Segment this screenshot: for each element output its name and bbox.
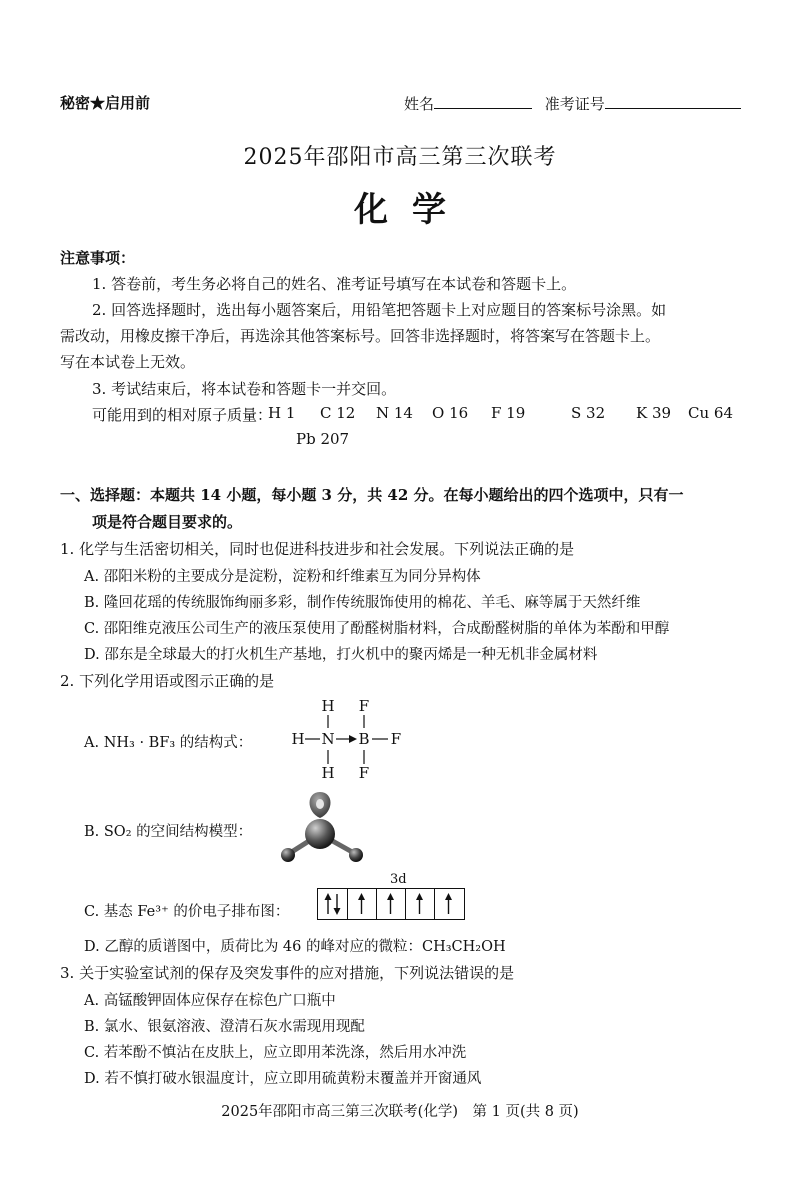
orbital-cell-4 (405, 889, 435, 919)
mass-n: N 14 (376, 404, 413, 422)
mass-c: C 12 (320, 404, 356, 422)
mass-s: S 32 (571, 404, 606, 422)
q3-option-a: A. 高锰酸钾固体应保存在棕色广口瓶中 (84, 993, 336, 1009)
oxygen-atom-left (281, 848, 295, 862)
section1-line2: 项是符合题目要求的。 (92, 513, 243, 531)
q1-stem: 1. 化学与生活密切相关，同时也促进科技进步和社会发展。下列说法正确的是 (60, 540, 575, 558)
section1-line1: 一、选择题：本题共 14 小题，每小题 3 分，共 42 分。在每小题给出的四个选项中，只有一 (60, 486, 684, 504)
note-2-line2: 需改动，用橡皮擦干净后，再选涂其他答案标号。回答非选择题时，将答案写在答题卡上。 (60, 327, 661, 345)
q3-option-d: D. 若不慎打破水银温度计，应立即用硫黄粉末覆盖并开窗通风 (84, 1071, 482, 1087)
note-3: 3. 考试结束后，将本试卷和答题卡一并交回。 (92, 380, 397, 398)
orbital-box (317, 888, 465, 920)
lone-pair-highlight (316, 799, 324, 809)
name-label: 姓名 (404, 95, 435, 113)
q2-option-c: C. 基态 Fe³⁺ 的价电子排布图： (84, 904, 290, 920)
orbital-cell-2 (347, 889, 377, 919)
q1-option-d: D. 邵东是全球最大的打火机生产基地，打火机中的聚丙烯是一种无机非金属材料 (84, 647, 598, 663)
orbital-cell-5 (434, 889, 464, 919)
exam-title: 2025年邵阳市高三第三次联考 (243, 145, 557, 170)
q1-option-b: B. 隆回花瑶的传统服饰绚丽多彩，制作传统服饰使用的棉花、羊毛、麻等属于天然纤维 (84, 595, 641, 611)
mass-cu: Cu 64 (688, 404, 733, 422)
mass-k: K 39 (636, 404, 672, 422)
q3-option-b: B. 氯水、银氨溶液、澄清石灰水需现用现配 (84, 1019, 365, 1035)
coordinate-arrowhead (349, 735, 357, 743)
q2-option-b: B. SO₂ 的空间结构模型： (84, 824, 253, 840)
q1-option-a: A. 邵阳米粉的主要成分是淀粉，淀粉和纤维素互为同分异构体 (84, 569, 481, 585)
atom-f-right: F (390, 730, 402, 748)
atom-f-bottom: F (358, 764, 370, 782)
atom-h-bottom: H (321, 764, 335, 782)
name-field (404, 92, 741, 114)
mass-h: H 1 (268, 404, 296, 422)
orbital-cell-1 (318, 889, 348, 919)
q3-stem: 3. 关于实验室试剂的保存及突发事件的应对措施，下列说法错误的是 (60, 964, 515, 982)
q2-stem: 2. 下列化学用语或图示正确的是 (60, 672, 275, 690)
so2-model (276, 790, 386, 870)
mass-pb: Pb 207 (296, 430, 350, 448)
q2-option-a: A. NH₃ · BF₃ 的结构式： (84, 735, 253, 751)
page-footer: 2025年邵阳市高三第三次联考(化学) 第 1 页(共 8 页) (221, 1104, 579, 1120)
mass-o: O 16 (432, 404, 469, 422)
id-label: 准考证号 (544, 95, 605, 113)
secret-label: 秘密★启用前 (60, 94, 151, 112)
nh3-bf3-structure (284, 694, 404, 784)
atom-n: N (321, 730, 335, 748)
atom-h-left: H (291, 730, 305, 748)
mass-f: F 19 (491, 404, 526, 422)
notes-heading: 注意事项： (60, 249, 136, 267)
name-blank (434, 92, 532, 109)
subject-title: 化学 (354, 190, 470, 230)
note-2-line3: 写在本试卷上无效。 (60, 353, 196, 371)
orbital-cell-3 (376, 889, 406, 919)
id-blank (605, 92, 741, 109)
atom-b: B (358, 730, 370, 748)
q3-option-c: C. 若苯酚不慎沾在皮肤上，应立即用苯洗涤，然后用水冲洗 (84, 1045, 467, 1061)
mass-label: 可能用到的相对原子质量： (92, 406, 273, 424)
sulfur-atom (305, 819, 335, 849)
orbital-label: 3d (390, 872, 407, 887)
q1-option-c: C. 邵阳维克液压公司生产的液压泵使用了酚醛树脂材料，合成酚醛树脂的单体为苯酚和甲醇 (84, 621, 670, 637)
note-1: 1. 答卷前，考生务必将自己的姓名、准考证号填写在本试卷和答题卡上。 (92, 275, 577, 293)
note-2-line1: 2. 回答选择题时，选出每小题答案后，用铅笔把答题卡上对应题目的答案标号涂黑。如 (92, 301, 667, 319)
q2-option-d: D. 乙醇的质谱图中，质荷比为 46 的峰对应的微粒：CH₃CH₂OH (84, 939, 506, 955)
oxygen-atom-right (349, 848, 363, 862)
atom-h-top: H (321, 697, 335, 715)
atom-f-top: F (358, 697, 370, 715)
